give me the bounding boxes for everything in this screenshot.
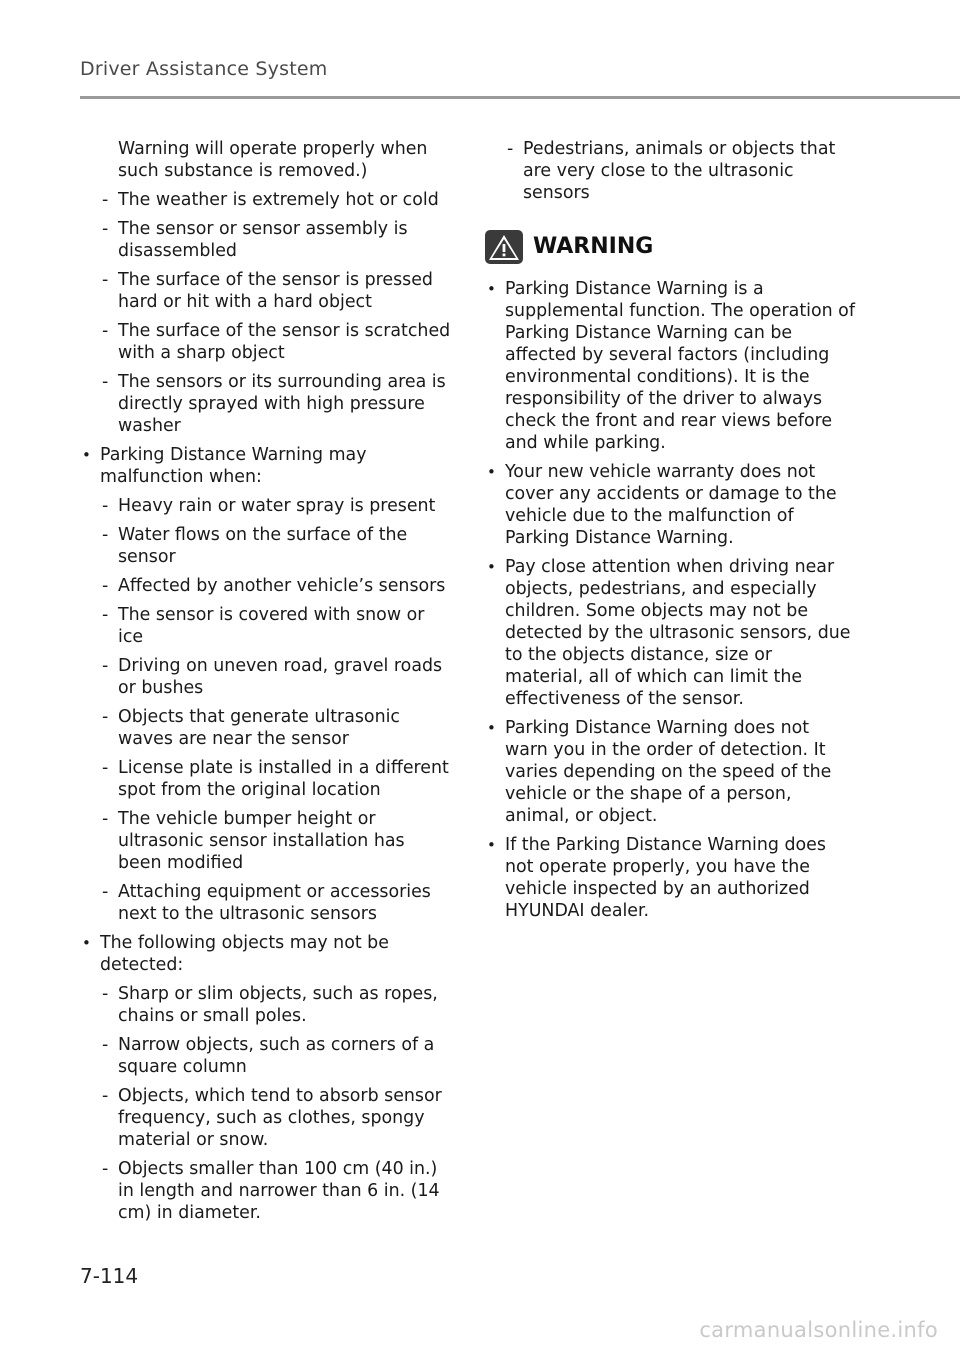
bullet-item: • Parking Distance Warning may malfunction when: xyxy=(80,444,452,488)
left-column xyxy=(80,138,452,1231)
list-item: - The sensor or sensor assembly is disassembled xyxy=(80,218,452,262)
header-divider xyxy=(80,96,960,99)
list-item: - Affected by another vehicle’s sensors xyxy=(80,575,452,597)
warning-heading xyxy=(485,230,855,264)
list-item: - The sensors or its surrounding area is directly sprayed with high pressure washer xyxy=(80,371,452,437)
page-number: 7-114 xyxy=(80,1264,139,1288)
warning-bullet: • Parking Distance Warning is a supplemental function. The operation of Parking Distance Warning can be affected by several factors (including environmental conditions). It is the responsibility of the driver to always check the front and rear views before and while parking. xyxy=(485,278,855,454)
list-item: - Water flows on the surface of the sensor xyxy=(80,524,452,568)
warning-bullet: • Your new vehicle warranty does not cover any accidents or damage to the vehicle due to the malfunction of Parking Distance Warning. xyxy=(485,461,855,549)
list-item: - Sharp or slim objects, such as ropes, chains or small poles. xyxy=(80,983,452,1027)
list-item: - Objects, which tend to absorb sensor frequency, such as clothes, spongy material or snow. xyxy=(80,1085,452,1151)
list-item: - Heavy rain or water spray is present xyxy=(80,495,452,517)
warning-triangle-icon xyxy=(485,230,523,264)
list-item: - Pedestrians, animals or objects that are very close to the ultrasonic sensors xyxy=(485,138,855,204)
list-item: - Driving on uneven road, gravel roads or bushes xyxy=(80,655,452,699)
list-item: - Objects that generate ultrasonic waves are near the sensor xyxy=(80,706,452,750)
warning-bullet: • If the Parking Distance Warning does not operate properly, you have the vehicle inspected by an authorized HYUNDAI dealer. xyxy=(485,834,855,922)
list-item: - Objects smaller than 100 cm (40 in.) in length and narrower than 6 in. (14 cm) in diameter. xyxy=(80,1158,452,1224)
continuation-text: Warning will operate properly when such substance is removed.) xyxy=(118,139,428,181)
list-item: - Attaching equipment or accessories next to the ultrasonic sensors xyxy=(80,881,452,925)
list-item: - The surface of the sensor is scratched with a sharp object xyxy=(80,320,452,364)
section-title: Driver Assistance System xyxy=(80,58,328,80)
warning-title: WARNING xyxy=(533,234,654,259)
list-item: - The weather is extremely hot or cold xyxy=(80,189,452,211)
list-item: - The vehicle bumper height or ultrasonic sensor installation has been modified xyxy=(80,808,452,874)
watermark: carmanualsonline.info xyxy=(699,1318,938,1342)
right-column xyxy=(485,138,855,929)
list-item: - The sensor is covered with snow or ice xyxy=(80,604,452,648)
bullet-item: • The following objects may not be detected: xyxy=(80,932,452,976)
warning-bullet: • Pay close attention when driving near objects, pedestrians, and especially children. Some objects may not be detected by the ultrasonic sensors, due to the objects distance, size or material, all of which can limit the effectiveness of the sensor. xyxy=(485,556,855,710)
list-item: - License plate is installed in a different spot from the original location xyxy=(80,757,452,801)
list-item: - The surface of the sensor is pressed hard or hit with a hard object xyxy=(80,269,452,313)
list-item: - Narrow objects, such as corners of a square column xyxy=(80,1034,452,1078)
warning-bullet: • Parking Distance Warning does not warn you in the order of detection. It varies depending on the speed of the vehicle or the shape of a person, animal, or object. xyxy=(485,717,855,827)
